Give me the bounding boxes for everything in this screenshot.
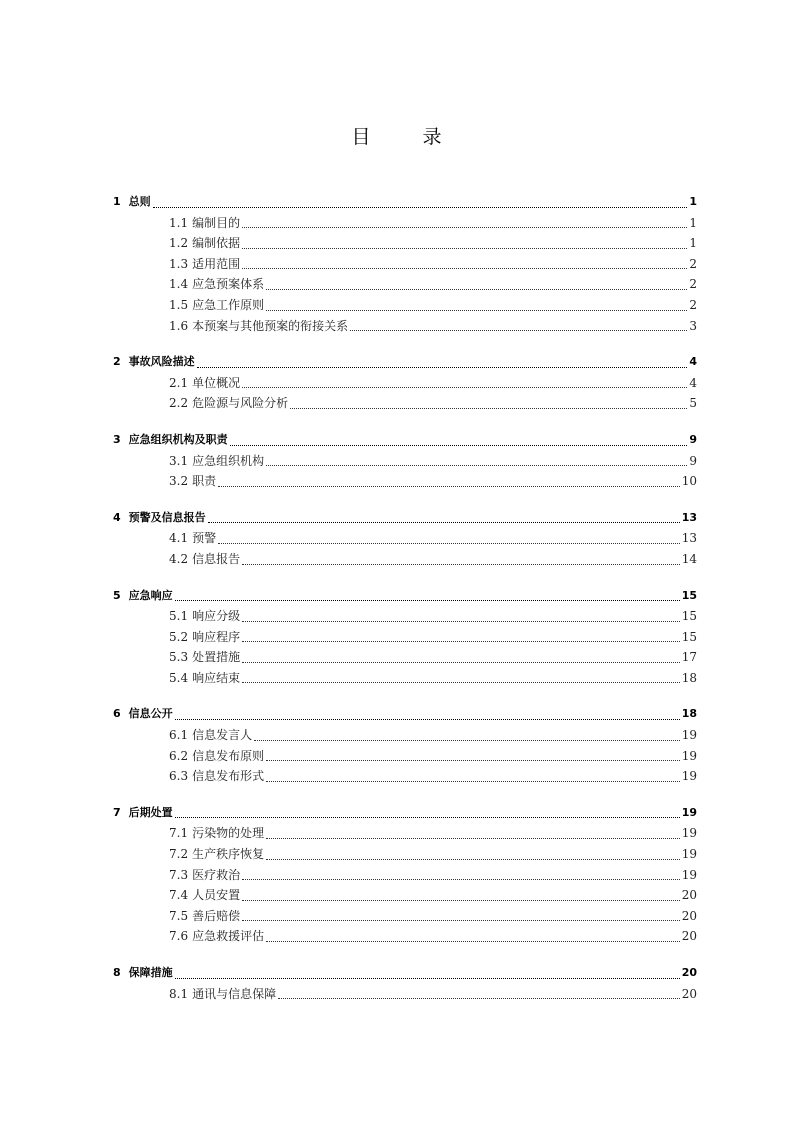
toc-subsection-entry[interactable] xyxy=(113,393,697,414)
dot-leader xyxy=(266,838,680,839)
entry-number: 1.5 xyxy=(169,297,189,312)
toc-subsection-entry[interactable] xyxy=(113,549,697,570)
entry-page-number: 17 xyxy=(681,650,697,665)
entry-title: 应急工作原则 xyxy=(192,297,265,312)
dot-leader xyxy=(242,621,680,622)
entry-title: 适用范围 xyxy=(192,256,241,271)
dot-leader xyxy=(266,310,687,311)
toc-subsection-entry[interactable] xyxy=(113,766,697,787)
toc-section-group xyxy=(113,192,697,336)
entry-page-number: 1 xyxy=(689,236,697,251)
entry-page-number: 19 xyxy=(681,847,697,862)
entry-page-number: 19 xyxy=(681,748,697,763)
entry-title: 总则 xyxy=(128,195,151,208)
entry-title: 编制目的 xyxy=(192,215,241,230)
entry-title: 预警及信息报告 xyxy=(128,510,206,524)
entry-number: 7.3 xyxy=(169,867,189,882)
dot-leader xyxy=(278,998,680,999)
dot-leader xyxy=(230,445,687,446)
dot-leader xyxy=(175,719,680,720)
toc-subsection-entry[interactable] xyxy=(113,906,697,927)
entry-number: 5.2 xyxy=(169,629,189,644)
entry-number: 7.1 xyxy=(169,826,189,841)
entry-title: 生产秩序恢复 xyxy=(192,847,265,862)
entry-page-number: 5 xyxy=(689,396,697,411)
dot-leader xyxy=(218,486,680,487)
entry-title: 应急组织机构及职责 xyxy=(128,432,228,446)
entry-title: 响应程序 xyxy=(192,629,241,644)
entry-title: 应急救援评估 xyxy=(192,929,265,944)
dot-leader xyxy=(153,207,687,208)
entry-title: 应急响应 xyxy=(128,588,173,602)
toc-subsection-entry[interactable] xyxy=(113,647,697,668)
toc-subsection-entry[interactable] xyxy=(113,984,697,1005)
entry-title: 预警 xyxy=(192,531,217,546)
toc-section-group xyxy=(113,352,697,414)
entry-page-number: 4 xyxy=(689,375,697,390)
toc-subsection-entry[interactable] xyxy=(113,885,697,906)
entry-number: 3.1 xyxy=(169,453,189,468)
table-of-contents xyxy=(113,192,697,1020)
entry-page-number: 4 xyxy=(689,355,697,369)
entry-title: 信息公开 xyxy=(128,707,173,721)
toc-section-entry[interactable] xyxy=(113,508,697,529)
dot-leader xyxy=(266,941,680,942)
toc-section-group xyxy=(113,803,697,947)
entry-page-number: 20 xyxy=(681,966,697,979)
entry-title: 后期处置 xyxy=(128,805,173,819)
toc-section-group xyxy=(113,963,697,1004)
entry-page-number: 3 xyxy=(689,318,697,333)
toc-subsection-entry[interactable] xyxy=(113,471,697,492)
entry-page-number: 1 xyxy=(689,215,697,230)
entry-number: 1.4 xyxy=(169,277,189,292)
entry-title: 危险源与风险分析 xyxy=(192,396,289,411)
dot-leader xyxy=(242,227,687,228)
entry-title: 信息发言人 xyxy=(192,728,253,743)
entry-number: 3 xyxy=(113,432,121,446)
toc-subsection-entry[interactable] xyxy=(113,926,697,947)
toc-subsection-entry[interactable] xyxy=(113,844,697,865)
entry-page-number: 19 xyxy=(681,805,697,819)
entry-page-number: 20 xyxy=(681,986,697,1001)
entry-number: 6.1 xyxy=(169,728,189,743)
toc-subsection-entry[interactable] xyxy=(113,823,697,844)
toc-subsection-entry[interactable] xyxy=(113,451,697,472)
dot-leader xyxy=(218,543,680,544)
entry-title: 通讯与信息保障 xyxy=(192,986,277,1001)
toc-subsection-entry[interactable] xyxy=(113,274,697,295)
entry-number: 5.1 xyxy=(169,609,189,624)
dot-leader xyxy=(290,408,687,409)
entry-page-number: 2 xyxy=(689,297,697,312)
dot-leader xyxy=(242,387,687,388)
dot-leader xyxy=(266,289,687,290)
entry-number: 1.6 xyxy=(169,318,189,333)
dot-leader xyxy=(175,978,680,979)
entry-page-number: 2 xyxy=(689,277,697,292)
entry-page-number: 10 xyxy=(681,474,697,489)
entry-number: 7.4 xyxy=(169,888,189,903)
entry-title: 信息发布原则 xyxy=(192,748,265,763)
toc-section-group xyxy=(113,508,697,570)
dot-leader xyxy=(242,662,680,663)
entry-title: 事故风险描述 xyxy=(128,355,195,369)
entry-title: 人员安置 xyxy=(192,888,241,903)
entry-number: 7.2 xyxy=(169,847,189,862)
toc-subsection-entry[interactable] xyxy=(113,213,697,234)
entry-title: 污染物的处理 xyxy=(192,826,265,841)
entry-number: 2.2 xyxy=(169,396,189,411)
entry-number: 2 xyxy=(113,355,121,369)
toc-subsection-entry[interactable] xyxy=(113,254,697,275)
entry-title: 保障措施 xyxy=(128,966,173,979)
entry-number: 4.1 xyxy=(169,531,189,546)
entry-title: 处置措施 xyxy=(192,650,241,665)
toc-section-entry[interactable] xyxy=(113,192,697,213)
entry-number: 3.2 xyxy=(169,474,189,489)
entry-number: 5.3 xyxy=(169,650,189,665)
entry-title: 医疗救治 xyxy=(192,867,241,882)
entry-page-number: 1 xyxy=(689,195,697,208)
toc-section-entry[interactable] xyxy=(113,803,697,824)
entry-page-number: 14 xyxy=(681,551,697,566)
dot-leader xyxy=(242,920,680,921)
dot-leader xyxy=(254,740,680,741)
dot-leader xyxy=(242,268,687,269)
entry-number: 6 xyxy=(113,707,121,721)
entry-page-number: 15 xyxy=(681,609,697,624)
entry-title: 单位概况 xyxy=(192,375,241,390)
entry-page-number: 2 xyxy=(689,256,697,271)
toc-section-group xyxy=(113,586,697,689)
toc-section-group xyxy=(113,704,697,786)
entry-page-number: 15 xyxy=(681,588,697,602)
entry-number: 7.5 xyxy=(169,908,189,923)
dot-leader xyxy=(175,817,680,818)
entry-page-number: 20 xyxy=(681,908,697,923)
dot-leader xyxy=(175,600,680,601)
toc-subsection-entry[interactable] xyxy=(113,627,697,648)
toc-section-entry[interactable] xyxy=(113,704,697,725)
entry-page-number: 18 xyxy=(681,707,697,721)
entry-number: 1.2 xyxy=(169,236,189,251)
toc-section-entry[interactable] xyxy=(113,352,697,373)
page-title xyxy=(0,122,793,149)
entry-title: 信息发布形式 xyxy=(192,769,265,784)
toc-section-group xyxy=(113,430,697,492)
entry-page-number: 15 xyxy=(681,629,697,644)
dot-leader xyxy=(266,760,680,761)
dot-leader xyxy=(350,330,687,331)
toc-subsection-entry[interactable] xyxy=(113,725,697,746)
entry-number: 1.1 xyxy=(169,215,189,230)
entry-page-number: 19 xyxy=(681,728,697,743)
entry-number: 5.4 xyxy=(169,670,189,685)
entry-page-number: 18 xyxy=(681,670,697,685)
entry-number: 8 xyxy=(113,966,121,979)
entry-page-number: 20 xyxy=(681,888,697,903)
toc-subsection-entry[interactable] xyxy=(113,233,697,254)
entry-title: 响应结束 xyxy=(192,670,241,685)
entry-page-number: 19 xyxy=(681,826,697,841)
entry-page-number: 19 xyxy=(681,769,697,784)
dot-leader xyxy=(266,859,680,860)
toc-subsection-entry[interactable] xyxy=(113,373,697,394)
entry-number: 4 xyxy=(113,510,121,524)
entry-number: 2.1 xyxy=(169,375,189,390)
dot-leader xyxy=(242,564,680,565)
toc-section-entry[interactable] xyxy=(113,963,697,984)
entry-page-number: 13 xyxy=(681,531,697,546)
entry-number: 5 xyxy=(113,588,121,602)
entry-number: 4.2 xyxy=(169,551,189,566)
title-char: 目 xyxy=(351,126,371,148)
entry-number: 6.3 xyxy=(169,769,189,784)
entry-number: 6.2 xyxy=(169,748,189,763)
entry-number: 1 xyxy=(113,195,121,208)
dot-leader xyxy=(242,900,680,901)
toc-subsection-entry[interactable] xyxy=(113,606,697,627)
entry-title: 本预案与其他预案的衔接关系 xyxy=(192,318,349,333)
entry-page-number: 9 xyxy=(689,432,697,446)
toc-subsection-entry[interactable] xyxy=(113,668,697,689)
toc-subsection-entry[interactable] xyxy=(113,746,697,767)
toc-subsection-entry[interactable] xyxy=(113,865,697,886)
entry-number: 7.6 xyxy=(169,929,189,944)
entry-title: 响应分级 xyxy=(192,609,241,624)
dot-leader xyxy=(242,682,680,683)
dot-leader xyxy=(242,248,687,249)
entry-page-number: 19 xyxy=(681,867,697,882)
entry-page-number: 9 xyxy=(689,453,697,468)
entry-title: 善后赔偿 xyxy=(192,908,241,923)
title-char: 录 xyxy=(422,126,442,148)
entry-title: 应急预案体系 xyxy=(192,277,265,292)
entry-page-number: 13 xyxy=(681,510,697,524)
dot-leader xyxy=(208,522,680,523)
toc-subsection-entry[interactable] xyxy=(113,295,697,316)
toc-section-entry[interactable] xyxy=(113,586,697,607)
toc-subsection-entry[interactable] xyxy=(113,528,697,549)
dot-leader xyxy=(266,781,680,782)
entry-title: 职责 xyxy=(192,474,217,489)
entry-title: 信息报告 xyxy=(192,551,241,566)
entry-number: 7 xyxy=(113,805,121,819)
entry-page-number: 20 xyxy=(681,929,697,944)
dot-leader xyxy=(242,641,680,642)
entry-number: 1.3 xyxy=(169,256,189,271)
entry-title: 编制依据 xyxy=(192,236,241,251)
dot-leader xyxy=(266,465,687,466)
toc-subsection-entry[interactable] xyxy=(113,316,697,337)
entry-title: 应急组织机构 xyxy=(192,453,265,468)
entry-number: 8.1 xyxy=(169,986,189,1001)
dot-leader xyxy=(242,879,680,880)
dot-leader xyxy=(197,367,687,368)
toc-section-entry[interactable] xyxy=(113,430,697,451)
